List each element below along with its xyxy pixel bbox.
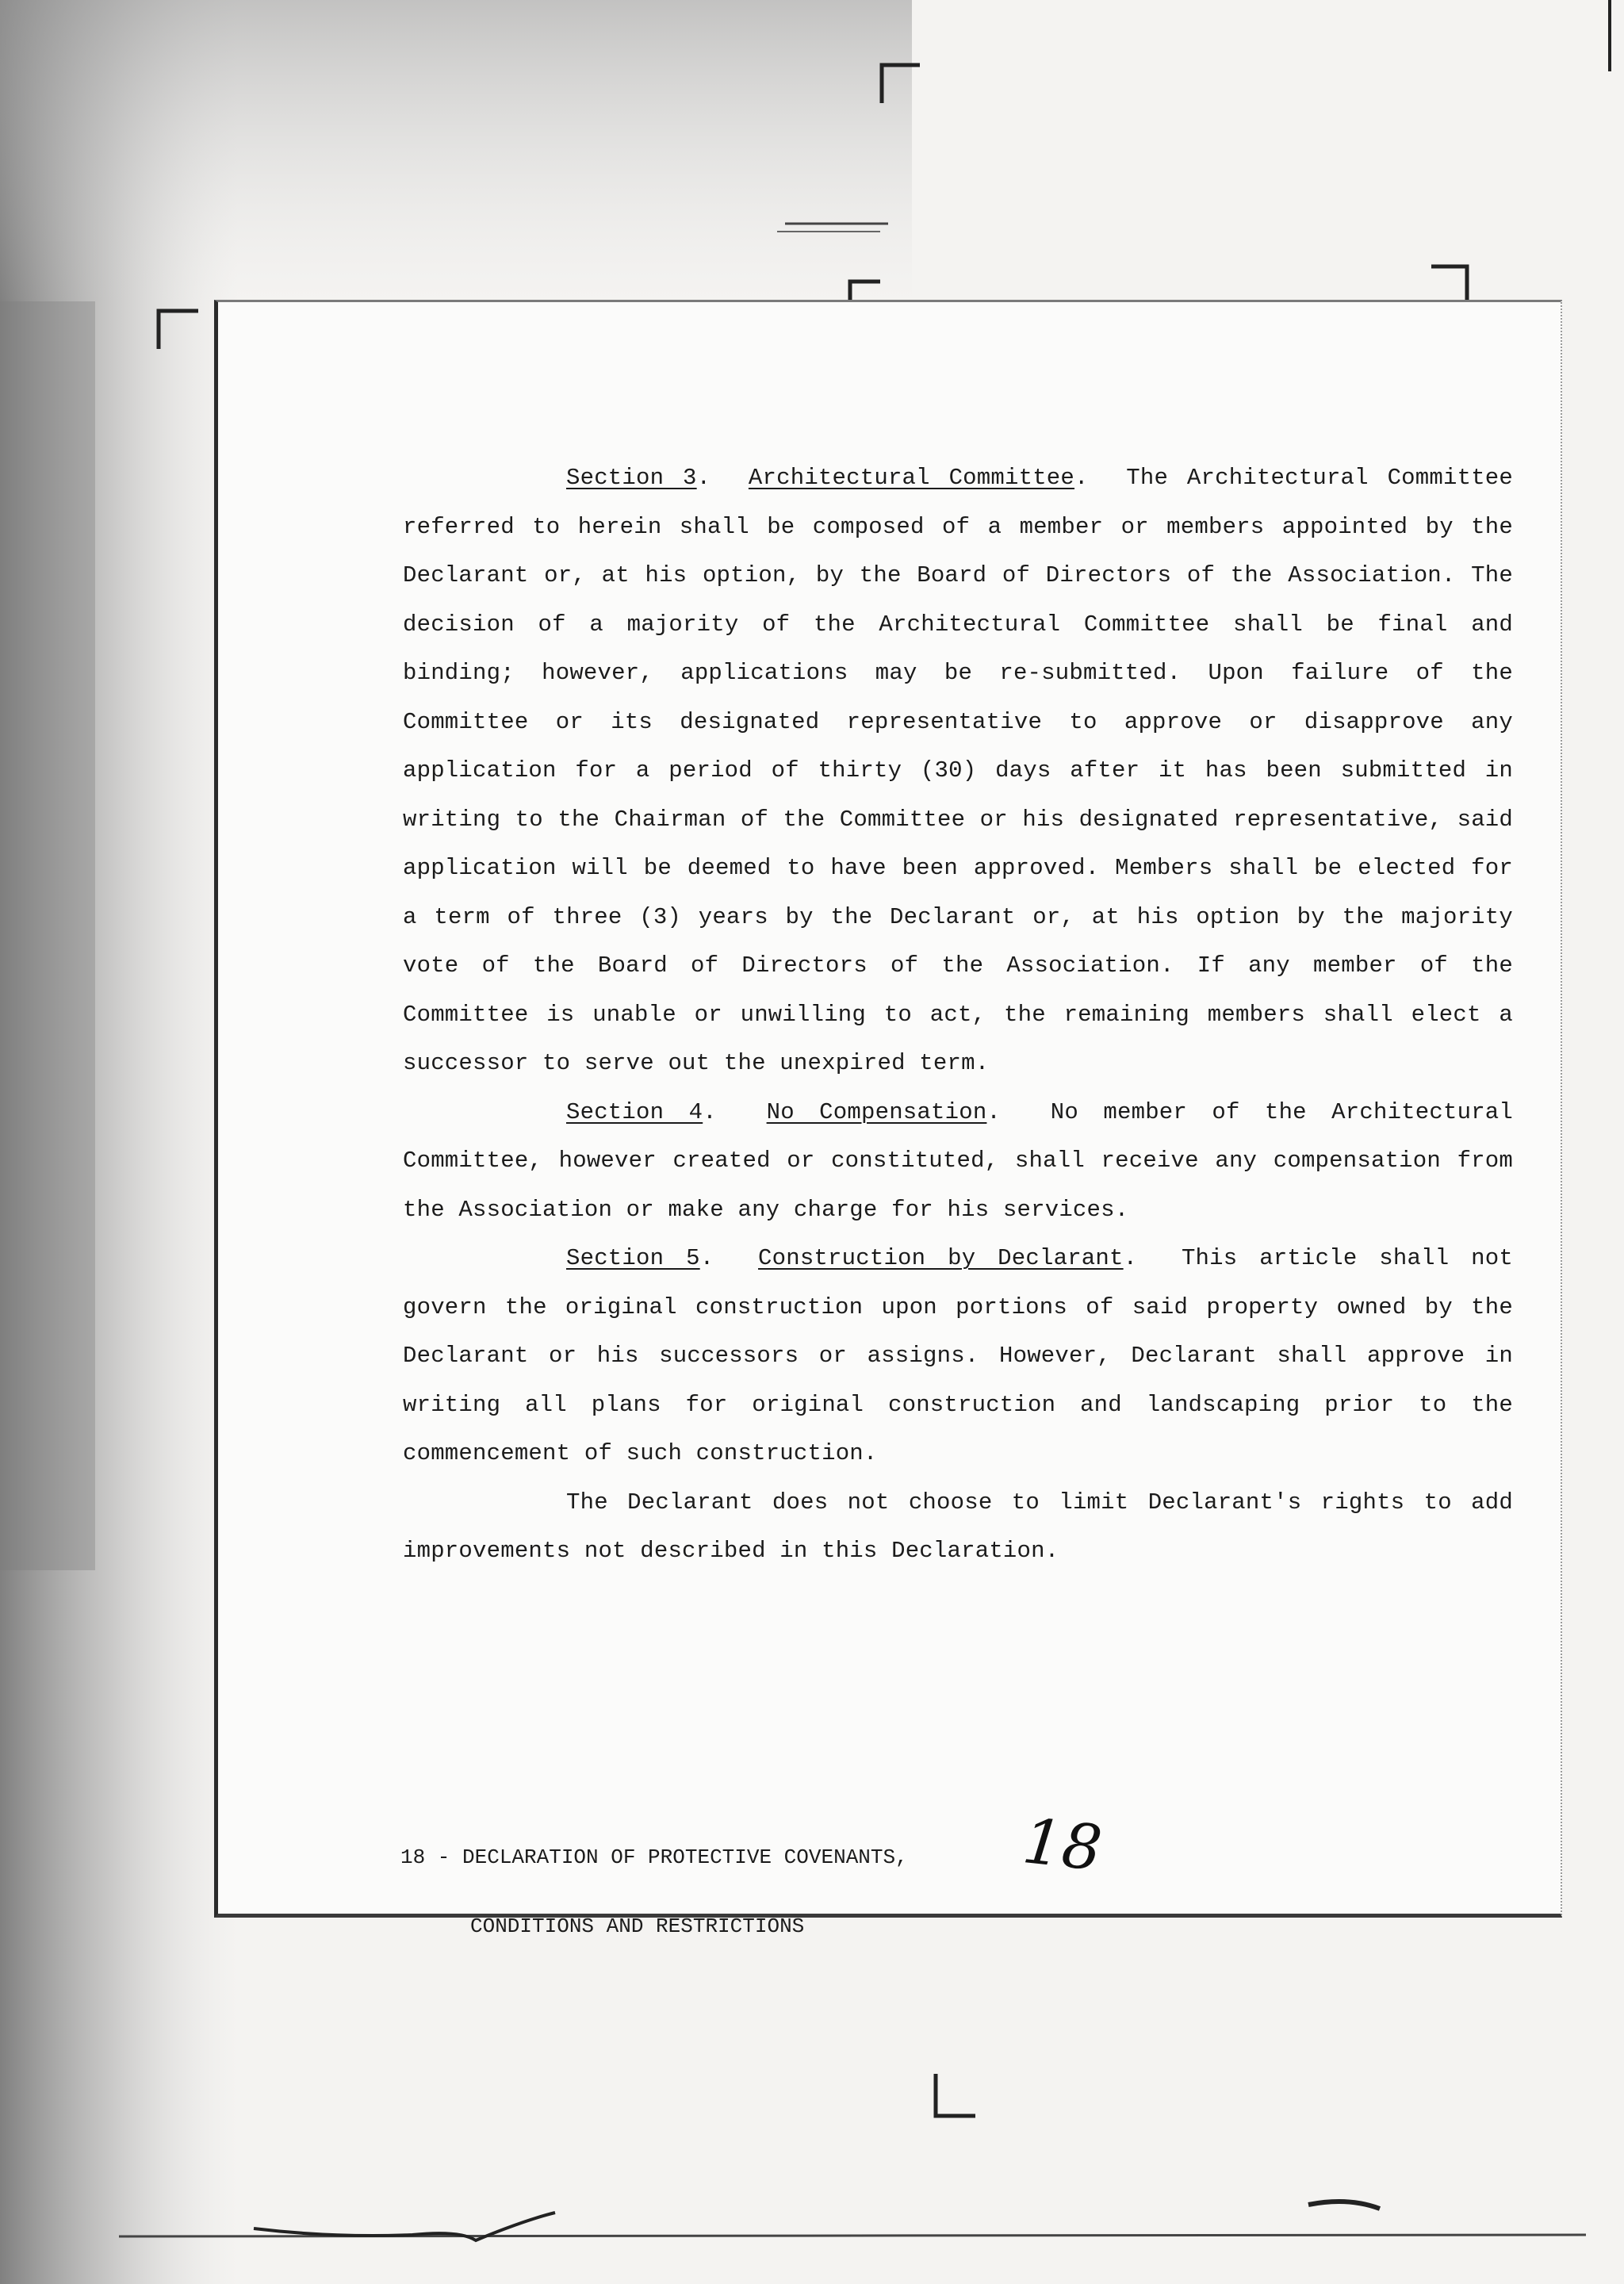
section-4-text: No member of the Architectural Committee, however created or constituted, shall receive any compensation from the Association or make any charge for his services. bbox=[403, 1098, 1514, 1223]
page-footer bbox=[400, 1800, 908, 1961]
handwritten-page-number: 18 bbox=[1019, 1806, 1105, 1885]
closing-text: The Declarant does not choose to limit Declarant's rights to add improvements not described in this Declaration. bbox=[403, 1489, 1513, 1564]
section-4-heading: Section 4 bbox=[566, 1098, 703, 1125]
document-body bbox=[403, 454, 1513, 1576]
section-5-title: Construction by Declarant bbox=[758, 1245, 1124, 1271]
section-5-heading: Section 5 bbox=[566, 1245, 700, 1271]
section-3-title: Architectural Committee bbox=[748, 465, 1075, 491]
footer-line-1: 18 - DECLARATION OF PROTECTIVE COVENANTS, bbox=[400, 1845, 908, 1869]
footer-line-2: CONDITIONS AND RESTRICTIONS bbox=[470, 1914, 805, 1938]
section-3-heading: Section 3 bbox=[566, 465, 697, 491]
section-3-paragraph: Section 3. Architectural Committee. The Architectural Committee referred to herein shall be composed of a member or members appointed by the Declarant or, at his option, by the Board of Directors of the Association. The decision of a majority of the Architectural Committee shall be final and binding; however, applications may be re-submitted. Upon failure of the Committee or its designated representative to approve or disapprove any application for a period of thirty (30) days after it has been submitted in writing to the Chairman of the Committee or his designated representative, said application will be deemed to have been approved. Members shall be elected for a term of three (3) years by the Declarant or, at his option by the majority vote of the Board of Directors of the Association. If any member of the Committee is unable or unwilling to act, the remaining members shall elect a successor to serve out the unexpired term. bbox=[403, 465, 1514, 1076]
section-4-paragraph: Section 4. No Compensation. No member of the Architectural Committee, however created or constituted, shall receive any compensation from the Association or make any charge for his services. bbox=[403, 1098, 1514, 1223]
closing-paragraph bbox=[403, 1478, 1513, 1576]
section-5-paragraph: Section 5. Construction by Declarant. This article shall not govern the original construction upon portions of said property owned by the Declarant or his successors or assigns. However, Declarant shall approve in writing all plans for original construction and landscaping prior to the commencement of such construction. bbox=[403, 1245, 1513, 1466]
section-5-text: This article shall not govern the original construction upon portions of said property owned by the Declarant or his successors or assigns. However, Declarant shall approve in writing all plans for original construction and landscaping prior to the commencement of such construction. bbox=[403, 1245, 1513, 1466]
section-3-text: The Architectural Committee referred to herein shall be composed of a member or members appointed by the Declarant or, at his option, by the Board of Directors of the Association. The decision of a majority of the Architectural Committee shall be final and binding; however, applications may be re-submitted. Upon failure of the Committee or its designated representative to approve or disapprove any application for a period of thirty (30) days after it has been submitted in writing to the Chairman of the Committee or his designated representative, said application will be deemed to have been approved. Members shall be elected for a term of three (3) years by the Declarant or, at his option by the majority vote of the Board of Directors of the Association. If any member of the Committee is unable or unwilling to act, the remaining members shall elect a successor to serve out the unexpired term. bbox=[403, 465, 1514, 1076]
section-4-title: No Compensation bbox=[766, 1098, 987, 1125]
